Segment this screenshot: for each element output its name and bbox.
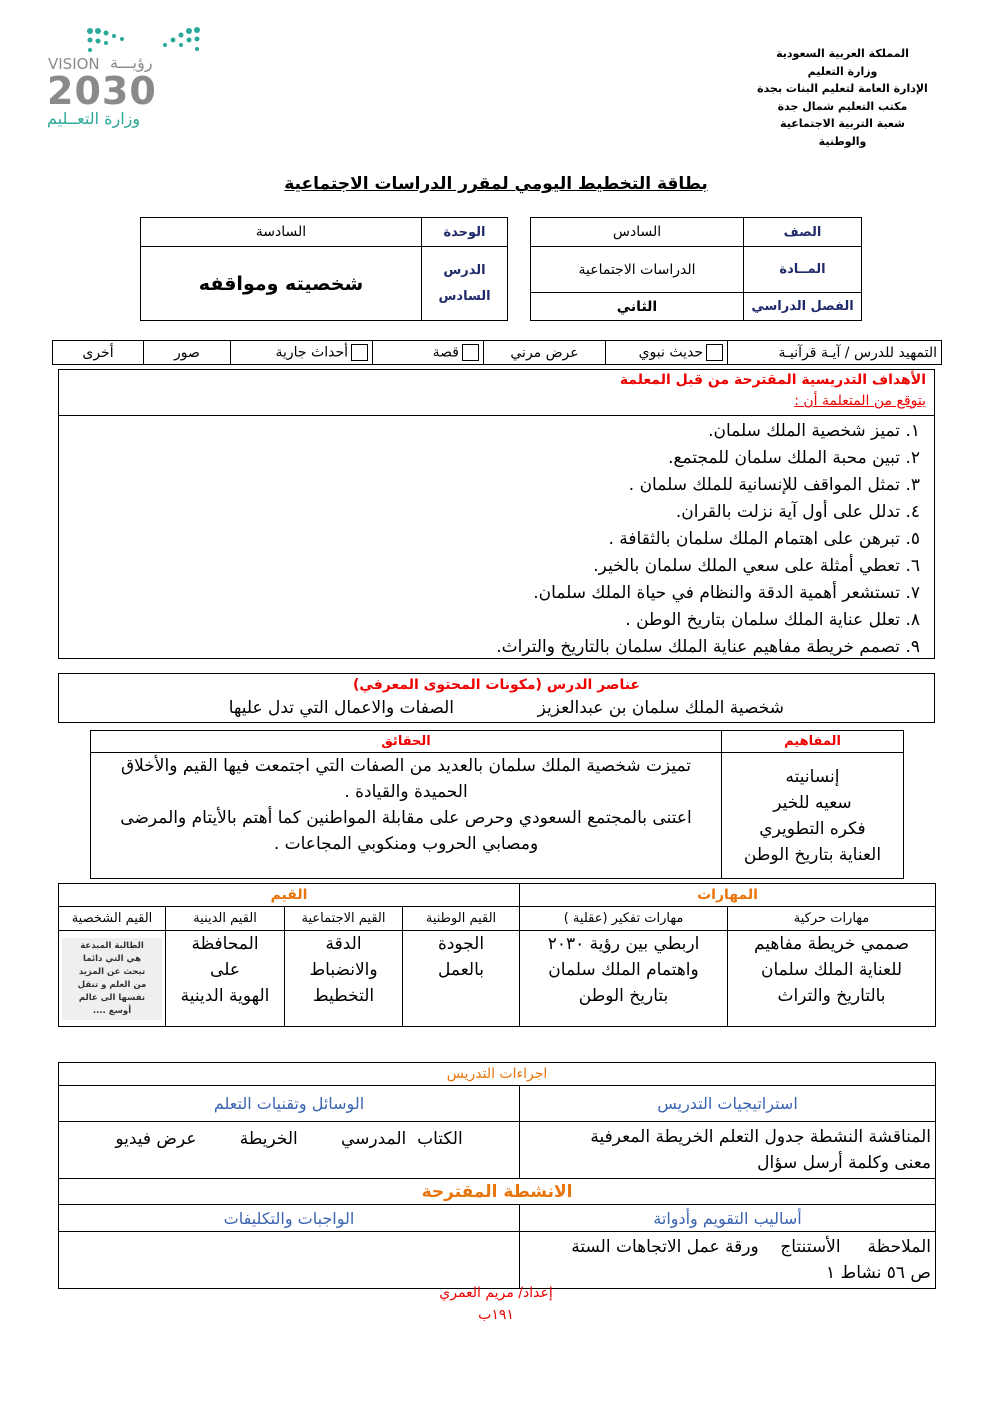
intro-events[interactable] (231, 341, 373, 365)
cell-line: والانضباط (309, 960, 378, 980)
objective-item: ٩. تصمم خريطة مفاهيم عناية الملك سلمان بالتاريخ والتراث. (496, 637, 920, 657)
intro-hadith[interactable] (606, 341, 728, 365)
objective-item: ٥. تبرهن على اهتمام الملك سلمان بالثقافة . (608, 529, 920, 549)
logo-text: رؤيـــة (110, 53, 153, 72)
homework-value (59, 1232, 520, 1289)
cell-line: على (210, 960, 240, 980)
logo-text: VISION (48, 55, 100, 73)
header-line: وزارة التعليم (807, 64, 878, 78)
objectives-subtitle: يتوقع من المتعلمة أن : (794, 393, 926, 409)
lesson-number: السادس (438, 288, 491, 304)
intro-images: صور (144, 341, 231, 365)
grade-value: السادس (531, 218, 744, 247)
concept-item: إنسانيته (785, 766, 840, 787)
grade-label: الصف (744, 218, 862, 247)
cell-line: اربطي بين رؤية ٢٠٣٠ (547, 934, 700, 954)
evaluation-label: أساليب التقويم وأدواتة (520, 1205, 936, 1232)
fact-line: اعتنى بالمجتمع السعودي وحرص على مقابلة المواطنين كما أهتم بالأيتام والمرضى (120, 808, 692, 828)
unit-value: السادسة (141, 218, 422, 247)
fact-line: الحميدة والقيادة . (344, 782, 468, 802)
objectives-list (58, 415, 935, 659)
cell-line: بالتاريخ والتراث (777, 986, 886, 1006)
col-header: مهارات تفكير (عقلية ) (520, 907, 728, 931)
objective-item: ١. تميز شخصية الملك سلمان. (708, 421, 920, 441)
checkbox[interactable] (706, 344, 723, 361)
skills-values-table (58, 883, 936, 1027)
objective-item: ٧. تستشعر أهمية الدقة والنظام في حياة الملك سلمان. (533, 583, 920, 603)
lesson-elements (58, 673, 935, 723)
objective-item: ٤. تدلل على أول آية نزلت بالقران. (675, 502, 920, 522)
evaluation-line: ص ٥٦ نشاط ١ (826, 1263, 931, 1283)
intro-story[interactable] (373, 341, 484, 365)
strategies-label: استراتيجيات التدريس (520, 1086, 936, 1122)
header-line: شعبة التربية الاجتماعية والوطنية (780, 117, 905, 148)
strategies-line: معنى وكلمة أرسل سؤال (757, 1153, 931, 1173)
col-header: مهارات حركية (728, 907, 936, 931)
objectives-header (58, 369, 935, 416)
element-item: شخصية الملك سلمان بن عبدالعزيز (537, 698, 784, 718)
col-header: القيم الوطنية (403, 907, 520, 931)
intro-other: أخرى (53, 341, 144, 365)
strategies-line: المناقشة النشطة جدول التعلم الخريطة المعرفية (590, 1127, 931, 1147)
intro-options (52, 340, 942, 365)
unit-label: الوحدة (422, 218, 508, 247)
institution-header (755, 45, 930, 150)
col-header: القيم الدينية (166, 907, 285, 931)
element-item: الصفات والاعمال التي تدل عليها (228, 698, 454, 718)
objective-item: ٣. تمثل المواقف للإنسانية للملك سلمان . (628, 475, 920, 495)
elements-title: عناصر الدرس (مكونات المحتوى المعرفي) (353, 677, 640, 693)
logo-ministry: وزارة التعــليم (47, 109, 141, 128)
skills-label: المهارات (520, 884, 936, 907)
header-line: الإدارة العامة لتعليم البنات بجدة (757, 82, 928, 95)
cell-line: واهتمام الملك سلمان (548, 960, 699, 980)
term-value: الثاني (531, 293, 744, 321)
dots-icon (85, 25, 245, 55)
author-credit: إعداد/ مريم العمري (439, 1285, 553, 1301)
option-label: قصة (432, 344, 459, 361)
means-label: الوسائل وتقنيات التعلم (59, 1086, 520, 1122)
col-header: القيم الشخصية (59, 907, 166, 931)
fact-line: ومصابي الحروب ومنكوبي المجاعات . (273, 834, 539, 854)
objective-item: ٦. تعطي أمثلة على سعي الملك سلمان بالخير. (593, 556, 920, 576)
teaching-procedures-table (58, 1062, 936, 1289)
evaluation-line: الملاحظة الأستنتاج ورقة عمل الاتجاهات الستة (571, 1237, 931, 1257)
checkbox[interactable] (462, 344, 479, 361)
values-label: القيم (59, 884, 520, 907)
option-label: حديث نبوي (638, 344, 703, 361)
subject-label: المــادة (744, 247, 862, 293)
intro-quran: التمهيد للدرس / آيـة قرآنيـة (728, 341, 942, 365)
facts-label: الحقائق (91, 731, 722, 753)
lesson-info-table (530, 217, 862, 321)
option-label: أحداث جارية (275, 344, 348, 361)
activities-label: الانشطة المقترحة (59, 1179, 936, 1205)
cell-line: الدقة (325, 934, 362, 954)
cell-line: صممي خريطة مفاهيم (753, 934, 910, 954)
term-label: الفصل الدراسي (744, 293, 862, 321)
concept-item: العناية بتاريخ الوطن (743, 844, 882, 865)
cell-line: بالعمل (438, 960, 485, 980)
subject-value: الدراسات الاجتماعية (531, 247, 744, 293)
lesson-label: الدرس (443, 262, 486, 278)
col-header: القيم الاجتماعية (285, 907, 403, 931)
page-title: بطاقة التخطيط اليومي لمقرر الدراسات الاجتماعية (284, 174, 708, 194)
means-value: الكتاب المدرسي الخريطة عرض فيديو (59, 1122, 520, 1179)
document-code: ١٩١ب (478, 1307, 514, 1323)
concepts-facts-table (90, 730, 904, 879)
cell-line: التخطيط (312, 986, 375, 1006)
objective-item: ٢. تبين محبة الملك سلمان للمجتمع. (668, 448, 920, 468)
header-line: المملكة العربية السعودية (776, 47, 909, 60)
personal-values-note: الطالبة المبدعة هي التي دائما تبحث عن المزيد من العلم و تنقل نفسها الى عالم أوسع .... (62, 938, 162, 1020)
cell-line: للعناية الملك سلمان (761, 960, 903, 980)
concepts-label: المفاهيم (722, 731, 904, 753)
cell-line: بتاريخ الوطن (578, 986, 669, 1006)
procedures-title: اجراءات التدريس (59, 1063, 936, 1086)
fact-line: تميزت شخصية الملك سلمان بالعديد من الصفات التي اجتمعت فيها القيم والأخلاق (120, 756, 692, 776)
concept-item: فكره التطويري (759, 818, 866, 839)
lesson-title: شخصيته ومواقفه (141, 247, 422, 321)
unit-info-table (140, 217, 508, 321)
intro-visual: عرض مرني (484, 341, 606, 365)
homework-label: الواجبات والتكليفات (59, 1205, 520, 1232)
logo-year: 2030 (47, 69, 157, 113)
concept-item: سعيه للخير (773, 792, 852, 813)
header-line: مكتب التعليم شمال جدة (777, 99, 908, 113)
objective-item: ٨. تعلل عناية الملك سلمان بتاريخ الوطن . (625, 610, 920, 630)
vision-2030-logo (45, 25, 205, 135)
cell-line: الجودة (437, 934, 485, 954)
checkbox[interactable] (351, 344, 368, 361)
cell-line: المحافظة (191, 934, 259, 954)
objectives-title: الأهداف التدريسية المقترحة من قبل المعلمة (619, 372, 926, 388)
cell-line: الهوية الدينية (180, 986, 270, 1006)
